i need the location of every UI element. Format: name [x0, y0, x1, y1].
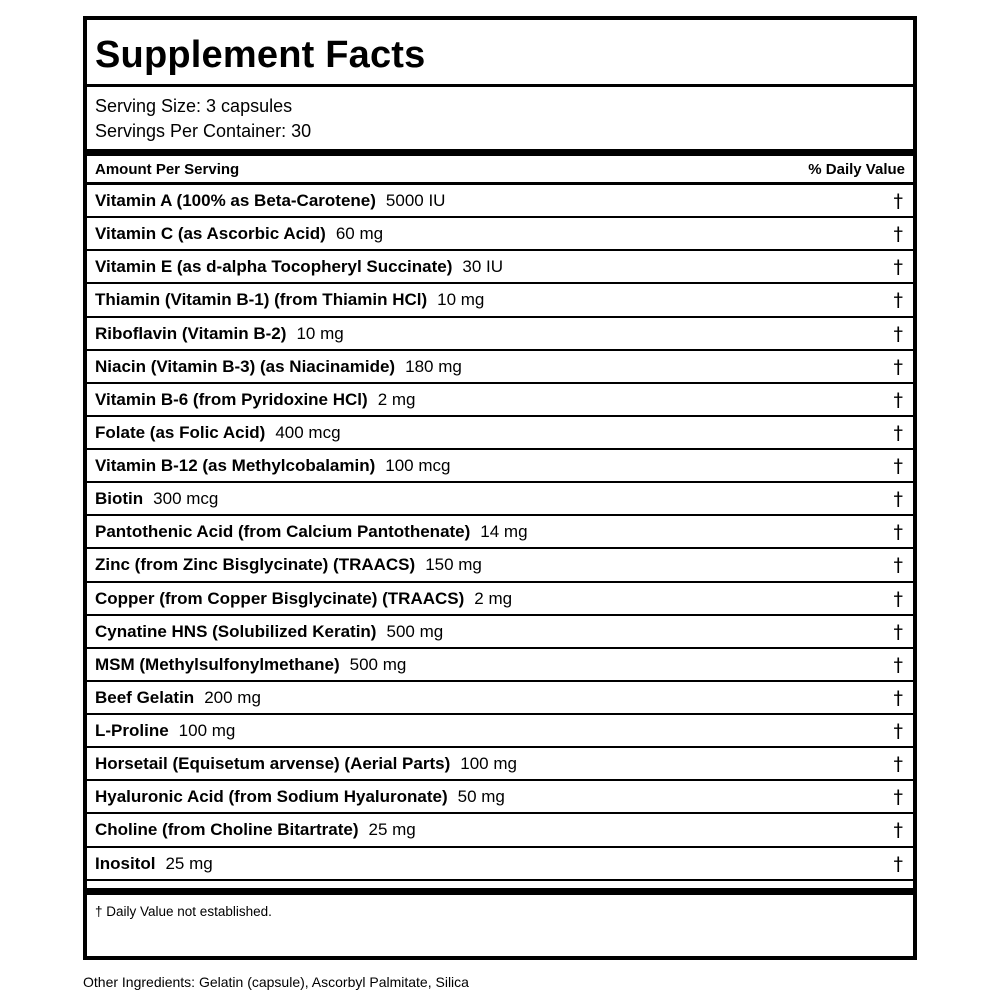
- nutrient-amount: 50 mg: [457, 787, 505, 807]
- nutrient-name: [95, 688, 261, 708]
- daily-value-dagger: †: [893, 289, 903, 312]
- nutrient-name: [95, 423, 341, 443]
- nutrient-amount: 10 mg: [437, 290, 485, 310]
- nutrient-name: [95, 290, 484, 310]
- daily-value-dagger: †: [893, 521, 903, 544]
- nutrient-name: [95, 820, 416, 840]
- nutrient-amount: 180 mg: [405, 356, 462, 376]
- nutrient-row: [87, 814, 913, 847]
- nutrient-name: [95, 589, 512, 609]
- daily-value-dagger: †: [893, 753, 903, 776]
- nutrient-amount: 25 mg: [165, 853, 213, 873]
- daily-value-dagger: †: [893, 720, 903, 742]
- nutrient-label: Vitamin A (100% as Beta-Carotene): [95, 191, 376, 210]
- nutrient-amount: 100 mcg: [385, 456, 451, 475]
- nutrient-label: Niacin (Vitamin B-3) (as Niacinamide): [95, 356, 396, 376]
- nutrient-row: [87, 318, 913, 351]
- nutrient-name: [95, 390, 415, 410]
- serving-size: Serving Size: 3 capsules: [95, 96, 293, 116]
- serving-info: [87, 87, 913, 149]
- nutrient-row: [87, 185, 913, 218]
- nutrient-amount: 60 mg: [335, 224, 384, 244]
- daily-value-dagger: †: [893, 488, 903, 511]
- nutrient-table: [87, 185, 913, 881]
- nutrient-row: [87, 251, 913, 284]
- nutrient-name: [95, 324, 344, 344]
- daily-value-dagger: †: [893, 587, 903, 610]
- nutrient-label: Copper (from Copper Bisglycinate) (TRAACS): [95, 588, 465, 608]
- daily-value-dagger: †: [893, 819, 903, 842]
- nutrient-row: [87, 616, 913, 649]
- nutrient-label: Beef Gelatin: [95, 687, 195, 707]
- nutrient-label: Thiamin (Vitamin B-1) (from Thiamin HCl): [95, 290, 428, 310]
- nutrient-amount: 25 mg: [368, 820, 416, 840]
- daily-value-dagger: †: [893, 852, 903, 875]
- thick-divider-top: [87, 149, 913, 156]
- nutrient-amount: 500 mg: [349, 654, 407, 674]
- daily-value-dagger: †: [893, 355, 903, 378]
- nutrient-row: [87, 848, 913, 881]
- nutrient-label: Cynatine HNS (Solubilized Keratin): [95, 621, 377, 641]
- nutrient-label: Riboflavin (Vitamin B-2): [95, 323, 287, 343]
- nutrient-row: [87, 649, 913, 682]
- daily-value-dagger: †: [893, 322, 903, 345]
- nutrient-name: [95, 522, 528, 542]
- nutrient-name: [95, 555, 482, 575]
- nutrient-amount: 10 mg: [296, 323, 344, 343]
- daily-value-header: % Daily Value: [808, 161, 905, 178]
- nutrient-row: [87, 384, 913, 417]
- nutrient-amount: 500 mg: [386, 621, 444, 641]
- nutrient-name: [95, 622, 443, 642]
- nutrient-name: [95, 854, 213, 874]
- column-header-row: [87, 156, 913, 185]
- nutrient-row: [87, 483, 913, 516]
- nutrient-row: [87, 549, 913, 582]
- nutrient-row: [87, 351, 913, 384]
- panel-title: Supplement Facts: [95, 34, 426, 76]
- nutrient-amount: 400 mcg: [275, 422, 341, 442]
- daily-value-dagger: †: [893, 223, 903, 246]
- nutrient-amount: 300 mcg: [153, 489, 219, 509]
- nutrient-label: Choline (from Choline Bitartrate): [95, 820, 359, 840]
- nutrient-amount: 14 mg: [480, 522, 528, 542]
- nutrient-row: [87, 218, 913, 251]
- nutrient-label: Vitamin B-6 (from Pyridoxine HCl): [95, 389, 368, 409]
- daily-value-dagger: †: [893, 455, 903, 477]
- amount-per-serving-header: Amount Per Serving: [95, 161, 240, 178]
- nutrient-name: [95, 257, 503, 277]
- title-box: [87, 20, 913, 87]
- nutrient-row: [87, 682, 913, 715]
- other-ingredients: Other Ingredients: Gelatin (capsule), Ascorbyl Palmitate, Silica: [83, 974, 469, 990]
- nutrient-amount: 5000 IU: [385, 191, 446, 210]
- nutrient-row: [87, 715, 913, 748]
- nutrient-name: [95, 655, 406, 675]
- nutrient-row: [87, 516, 913, 549]
- nutrient-label: Vitamin C (as Ascorbic Acid): [95, 224, 326, 244]
- supplement-facts-panel: [83, 16, 917, 960]
- nutrient-name: [95, 456, 450, 476]
- footnote: † Daily Value not established.: [95, 904, 272, 919]
- daily-value-dagger: †: [893, 388, 903, 411]
- nutrient-name: [95, 721, 235, 741]
- nutrient-label: Folate (as Folic Acid): [95, 422, 266, 442]
- daily-value-dagger: †: [893, 190, 903, 212]
- nutrient-name: [95, 754, 517, 774]
- nutrient-amount: 150 mg: [425, 555, 482, 575]
- daily-value-dagger: †: [893, 686, 903, 709]
- nutrient-label: L-Proline: [95, 721, 169, 740]
- nutrient-label: Horsetail (Equisetum arvense) (Aerial Parts): [95, 754, 451, 774]
- nutrient-name: [95, 357, 462, 377]
- nutrient-row: [87, 748, 913, 781]
- nutrient-amount: 2 mg: [474, 588, 513, 608]
- nutrient-label: Pantothenic Acid (from Calcium Pantothenate): [95, 522, 471, 542]
- nutrient-row: [87, 450, 913, 483]
- nutrient-row: [87, 781, 913, 814]
- nutrient-name: [95, 191, 445, 211]
- nutrient-amount: 100 mg: [460, 754, 517, 774]
- servings-per-container: Servings Per Container: 30: [95, 121, 312, 141]
- daily-value-dagger: †: [893, 256, 903, 279]
- nutrient-name: [95, 787, 505, 807]
- daily-value-dagger: †: [893, 653, 903, 676]
- nutrient-row: [87, 417, 913, 450]
- nutrient-label: Vitamin B-12 (as Methylcobalamin): [95, 456, 376, 475]
- thick-divider-bottom: [87, 888, 913, 895]
- nutrient-label: Biotin: [95, 489, 144, 509]
- nutrient-row: [87, 583, 913, 616]
- nutrient-label: Inositol: [95, 853, 156, 873]
- daily-value-dagger: †: [893, 786, 903, 809]
- nutrient-amount: 30 IU: [462, 257, 504, 277]
- nutrient-name: [95, 224, 383, 244]
- nutrient-amount: 2 mg: [377, 389, 416, 409]
- nutrient-name: [95, 489, 218, 509]
- nutrient-label: MSM (Methylsulfonylmethane): [95, 654, 340, 674]
- nutrient-label: Hyaluronic Acid (from Sodium Hyaluronate): [95, 787, 448, 807]
- daily-value-dagger: †: [893, 421, 903, 444]
- nutrient-label: Vitamin E (as d-alpha Tocopheryl Succinate): [95, 257, 453, 277]
- daily-value-dagger: †: [893, 554, 903, 577]
- nutrient-amount: 100 mg: [178, 721, 236, 740]
- nutrient-label: Zinc (from Zinc Bisglycinate) (TRAACS): [95, 555, 416, 575]
- nutrient-row: [87, 284, 913, 317]
- nutrient-amount: 200 mg: [204, 687, 261, 707]
- daily-value-dagger: †: [893, 620, 903, 643]
